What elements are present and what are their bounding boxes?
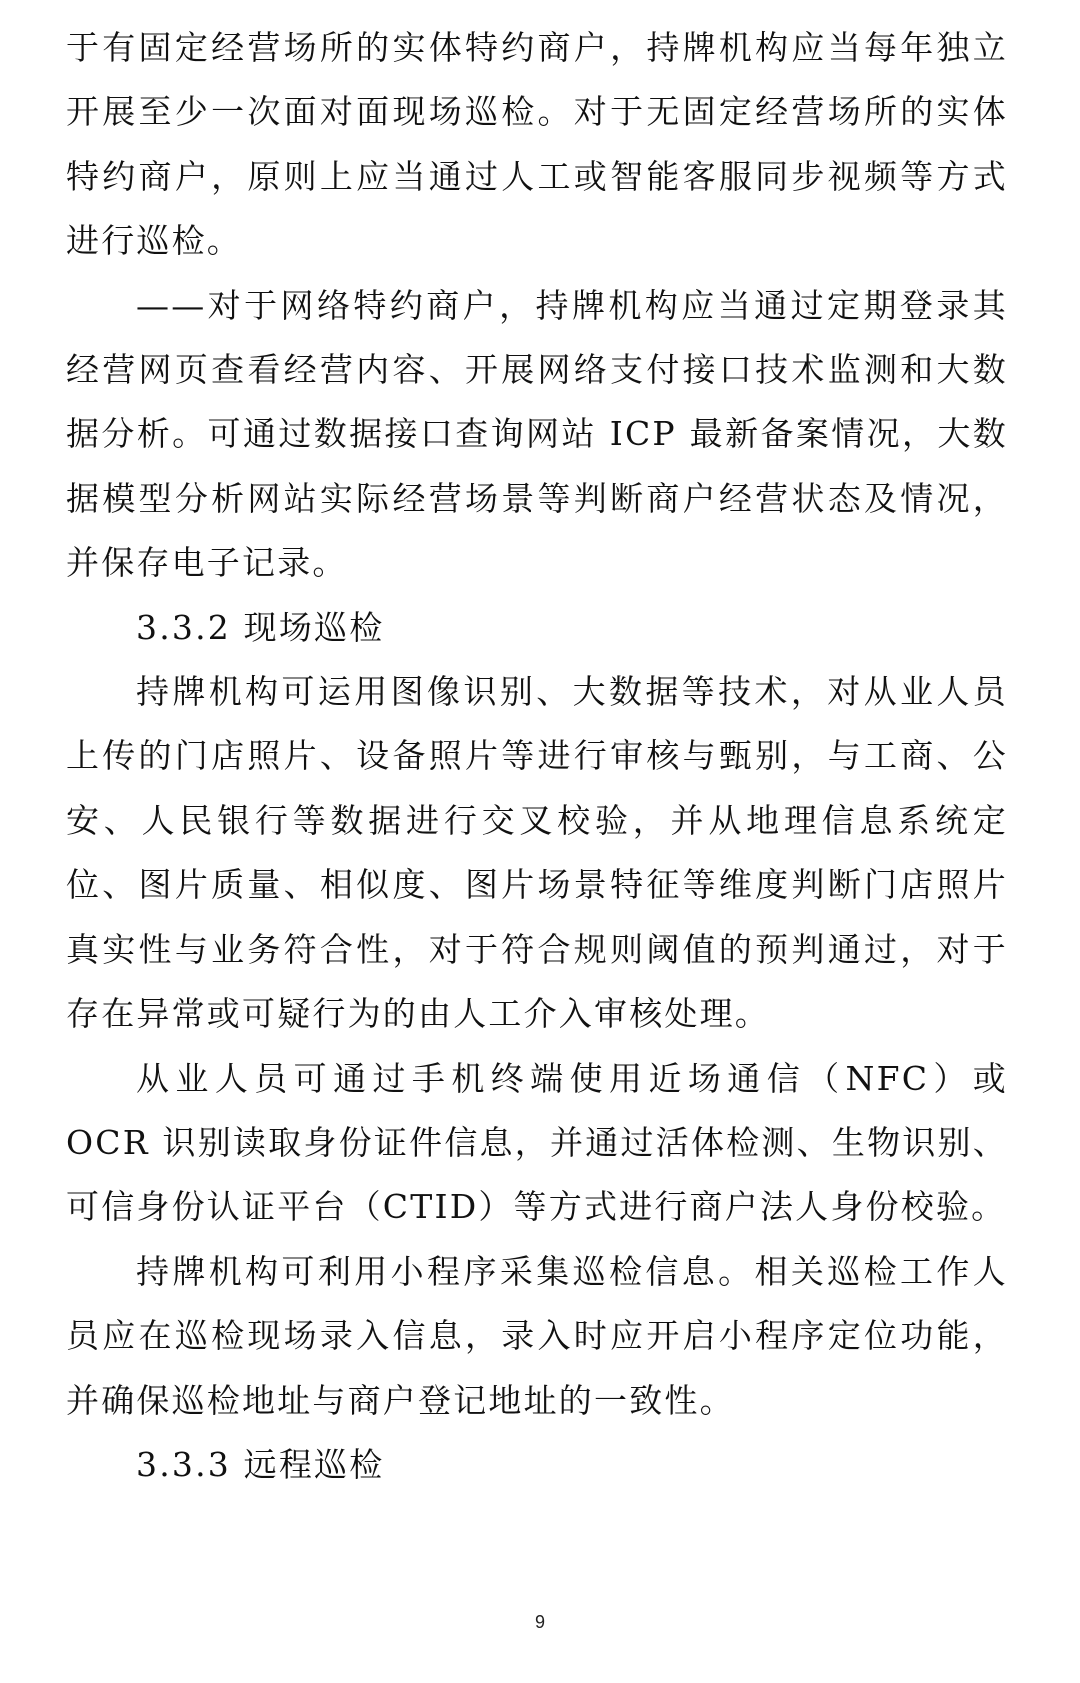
section-heading-3-3-2: 3.3.2 现场巡检 (136, 607, 385, 647)
paragraph-mini-program: 持牌机构可利用小程序采集巡检信息。相关巡检工作人员应在巡检现场录入信息，录入时应开启小程序定位功能，并确保巡检地址与商户登记地址的一致性。 (66, 1251, 1008, 1420)
section-heading-3-3-3: 3.3.3 远程巡检 (136, 1444, 385, 1484)
paragraph-identity-verification: 从业人员可通过手机终端使用近场通信（NFC）或 OCR 识别读取身份证件信息，并通过活体检测、生物识别、可信身份认证平台（CTID）等方式进行商户法人身份校验。 (66, 1058, 1008, 1227)
document-body (66, 16, 1008, 1497)
paragraph-image-recognition: 持牌机构可运用图像识别、大数据等技术，对从业人员上传的门店照片、设备照片等进行审核与甄别，与工商、公安、人民银行等数据进行交叉校验，并从地理信息系统定位、图片质量、相似度、图片场景特征等维度判断门店照片真实性与业务符合性，对于符合规则阈值的预判通过，对于存在异常或可疑行为的由人工介入审核处理。 (66, 672, 1008, 1034)
paragraph-inspection-scope: 于有固定经营场所的实体特约商户，持牌机构应当每年独立开展至少一次面对面现场巡检。对于无固定经营场所的实体特约商户，原则上应当通过人工或智能客服同步视频等方式进行巡检。 (66, 28, 1008, 261)
page-number: 9 (534, 1612, 545, 1632)
paragraph-online-merchants: ——对于网络特约商户，持牌机构应当通过定期登录其经营网页查看经营内容、开展网络支付接口技术监测和大数据分析。可通过数据接口查询网站 ICP 最新备案情况，大数据模型分析网站实际经营场景等判断商户经营状态及情况，并保存电子记录。 (66, 285, 1008, 583)
